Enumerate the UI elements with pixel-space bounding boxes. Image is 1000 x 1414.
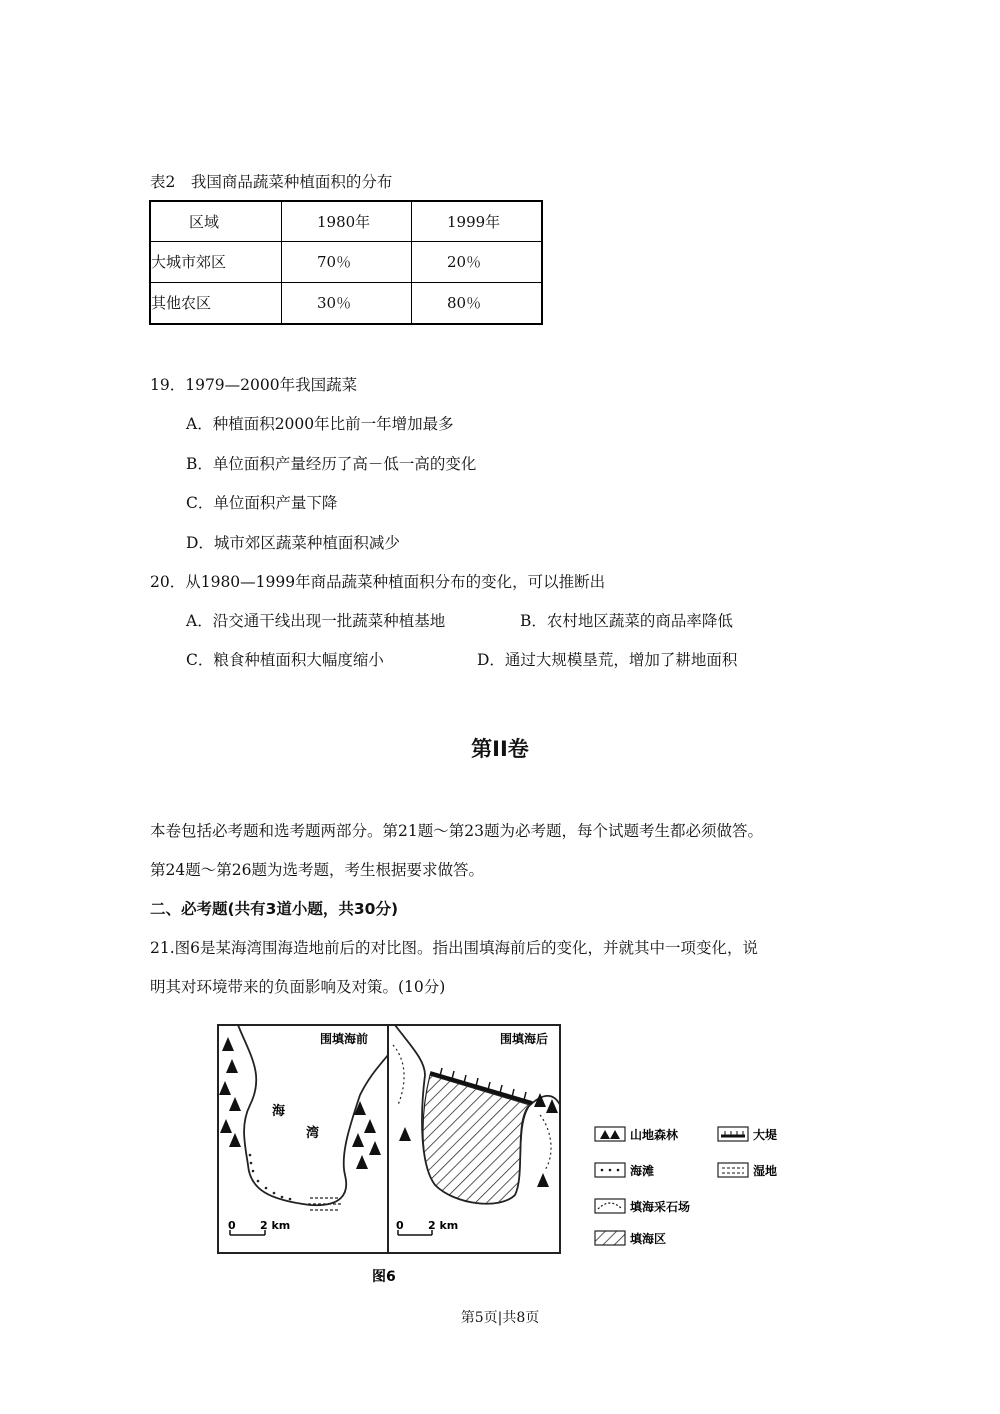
- legend-label: 填海区: [630, 1232, 667, 1246]
- bay-label-2: 湾: [306, 1126, 320, 1141]
- question-20-stem: 20．从1980—1999年商品蔬菜种植面积分布的变化，可以推断出: [150, 573, 606, 591]
- page-number: 第5页|共8页: [460, 1310, 540, 1326]
- svg-text:2 km: 2 km: [428, 1219, 459, 1232]
- table-caption: 表2 我国商品蔬菜种植面积的分布: [150, 173, 393, 191]
- scale-bar-after: [396, 1219, 458, 1235]
- legend-label: 大堤: [753, 1128, 778, 1142]
- reclaimed-area: [423, 1075, 530, 1204]
- question-19-option-d: D．城市郊区蔬菜种植面积减少: [186, 534, 400, 552]
- question-20-option-c: C．粮食种植面积大幅度缩小: [186, 651, 384, 669]
- beach-icon: [595, 1163, 625, 1177]
- reclaimed-area-icon: [595, 1231, 625, 1245]
- coastline-before: [238, 1025, 388, 1205]
- panel-after-title: 围填海后: [500, 1032, 549, 1046]
- table-header-cell: 1980年: [282, 201, 412, 241]
- question-20-option-b: B．农村地区蔬菜的商品率降低: [520, 612, 733, 630]
- wetland-icon: [718, 1163, 748, 1177]
- wetland-before: [308, 1198, 342, 1210]
- question-21-line2: 明其对环境带来的负面影响及对策。(10分): [150, 978, 446, 996]
- question-20-option-a: A．沿交通干线出现一批蔬菜种植基地: [186, 612, 446, 630]
- table-cell: 80％: [412, 282, 542, 324]
- table-row: [150, 282, 542, 324]
- question-19-option-b: B．单位面积产量经历了高－低一高的变化: [186, 455, 477, 473]
- part-intro-line1: 本卷包括必考题和选考题两部分。第21题～第23题为必考题，每个试题考生都必须做答。: [150, 822, 763, 840]
- question-21-line1: 21.图6是某海湾围海造地前后的对比图。指出围填海前后的变化，并就其中一项变化，说: [150, 939, 759, 957]
- figure-6: [210, 1015, 810, 1295]
- question-19-option-c: C．单位面积产量下降: [186, 494, 338, 512]
- table-row: [150, 241, 542, 282]
- mountain-forest-icon: [595, 1127, 625, 1141]
- table-header-row: [150, 201, 542, 241]
- panel-before-title: 围填海前: [320, 1032, 369, 1046]
- table-cell: 大城市郊区: [150, 241, 282, 282]
- dike-icon: [718, 1127, 748, 1141]
- legend-label: 填海采石场: [630, 1200, 691, 1214]
- svg-text:0: 0: [228, 1219, 236, 1232]
- part-intro-line2: 第24题～第26题为选考题，考生根据要求做答。: [150, 861, 484, 879]
- quarry-right: [540, 1115, 551, 1170]
- scale-bar-before: [228, 1219, 290, 1235]
- legend-label: 山地森林: [630, 1128, 679, 1142]
- beach-before: [249, 1154, 292, 1201]
- table-header-cell: 1999年: [412, 201, 542, 241]
- table-cell: 20％: [412, 241, 542, 282]
- legend: [595, 1127, 777, 1246]
- figure-caption: 图6: [372, 1269, 396, 1285]
- svg-text:2 km: 2 km: [260, 1219, 291, 1232]
- question-20-option-d: D．通过大规模垦荒，增加了耕地面积: [477, 651, 738, 669]
- data-table: [149, 200, 543, 325]
- part-title: 第II卷: [471, 737, 529, 761]
- question-19-option-a: A．种植面积2000年比前一年增加最多: [186, 415, 454, 433]
- question-19-stem: 19．1979—2000年我国蔬菜: [150, 376, 358, 394]
- legend-label: 海滩: [630, 1164, 655, 1178]
- quarry-icon: [595, 1199, 625, 1213]
- table-cell: 70％: [282, 241, 412, 282]
- panel-before-frame: [218, 1025, 388, 1253]
- svg-text:0: 0: [396, 1219, 404, 1232]
- quarry-left: [393, 1045, 404, 1105]
- table-header-cell: 区域: [150, 201, 282, 241]
- bay-label-1: 海: [272, 1104, 286, 1119]
- table-cell: 其他农区: [150, 282, 282, 324]
- legend-label: 湿地: [753, 1164, 778, 1178]
- section-heading: 二、必考题(共有3道小题，共30分): [150, 900, 399, 918]
- table-cell: 30％: [282, 282, 412, 324]
